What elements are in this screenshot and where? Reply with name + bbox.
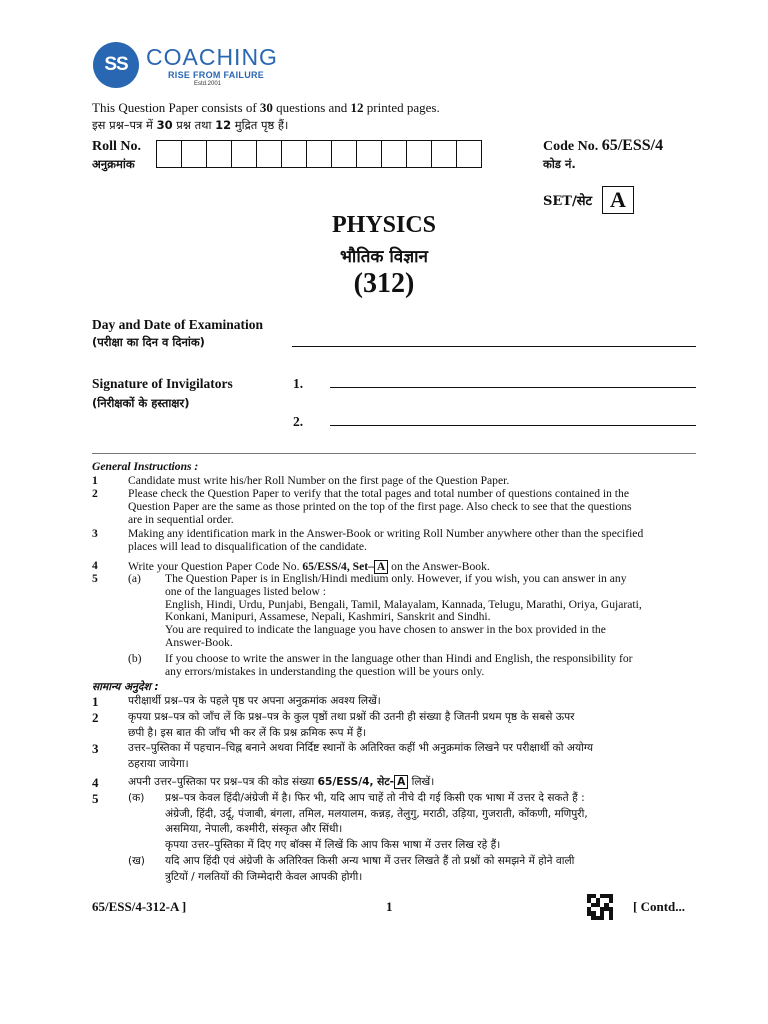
footer-code: 65/ESS/4-312-A ]: [92, 899, 187, 914]
roll-digit-box[interactable]: [206, 140, 232, 168]
sig-num-1: 1.: [293, 376, 304, 391]
instr-hi-line: छपी है। इस बात की जाँच भी कर लें कि प्रश्न क्रमिक रूप में हैं।: [128, 726, 367, 739]
roll-number-boxes[interactable]: [156, 140, 481, 168]
instr-code: 65/ESS/4, Set–: [302, 560, 374, 573]
instr-en-5a-line: You are required to indicate the language you have chosen to answer in the box provided in the: [165, 623, 606, 637]
roll-digit-box[interactable]: [406, 140, 432, 168]
logo-tagline: RISE FROM FAILURE: [168, 70, 265, 80]
instr-hi-item-4: [128, 775, 434, 789]
code-label: Code No.: [543, 139, 599, 154]
instr-en-5a-line: one of the languages listed below :: [165, 584, 326, 598]
code-value: 65/ESS/4: [601, 137, 664, 154]
instr-hi-line: परीक्षार्थी प्रश्न–पत्र के पहले पृष्ठ पर अपना अनुक्रमांक अवश्य लिखें।: [128, 695, 381, 707]
instr-hi-line: कृपया प्रश्न–पत्र को जाँच लें कि प्रश्न–पत्र के कुल पृष्ठों तथा प्रश्नों की उतनी ही संख्या है जितनी प्रथम पृष्ठ के सबसे ऊपर: [128, 711, 575, 723]
instr-en-5a-line: The Question Paper is in English/Hindi medium only. However, if you wish, you can answer in any: [165, 572, 627, 585]
instr-en-num: 1: [92, 474, 98, 487]
roll-digit-box[interactable]: [231, 140, 257, 168]
logo-name: COACHING: [146, 44, 278, 70]
instr-en-5a-label: (a): [128, 572, 141, 585]
code-label-hi: कोड नं.: [543, 157, 576, 171]
instr-en-line: Candidate must write his/her Roll Number on the first page of the Question Paper.: [128, 474, 510, 487]
set-box: A: [602, 186, 634, 214]
roll-digit-box[interactable]: [456, 140, 482, 168]
page-count-hi: 12: [215, 118, 232, 132]
general-instructions-heading: General Instructions :: [92, 460, 199, 473]
instr-hi-num: 5: [92, 791, 99, 806]
pages-line-en-text: This Question Paper consists of: [92, 100, 260, 115]
roll-digit-box[interactable]: [331, 140, 357, 168]
pages-line-en-text: questions and: [272, 100, 351, 115]
instr-set-box: A: [394, 775, 408, 789]
sig-label: Signature of Invigilators: [92, 376, 233, 391]
sig-line-2[interactable]: [330, 425, 696, 426]
instr-hi-5a-line: अंग्रेजी, हिंदी, उर्दू, पंजाबी, बंगला, तमिल, मलयालम, कन्नड़, तेलुगु, मराठी, उड़िया, गुजराती, कोंकणी, मणिपुरी,: [165, 807, 588, 820]
pages-line-hi-text: मुद्रित पृष्ठ हैं।: [231, 118, 289, 132]
roll-digit-box[interactable]: [156, 140, 182, 168]
instr-en-line: are in sequential order.: [128, 512, 234, 526]
instr-text: on the Answer-Book.: [388, 560, 490, 573]
pages-line-en-text: printed pages.: [363, 100, 440, 115]
logo-circle: SS: [93, 42, 139, 88]
instr-en-num: 3: [92, 527, 98, 540]
question-count-hi: 30: [156, 118, 173, 132]
divider: [92, 453, 696, 454]
sig-num-2: 2.: [293, 414, 304, 429]
instr-en-5a-line: English, Hindi, Urdu, Punjabi, Bengali, Tamil, Malayalam, Kannada, Telugu, Marathi, Oriya, Gujarati,: [165, 597, 642, 611]
instr-hi-num: 1: [92, 694, 99, 709]
instr-en-5b-line: any errors/mistakes in understanding the question will be yours only.: [165, 664, 485, 678]
instr-en-num: 5: [92, 572, 98, 585]
pages-line-hi-text: इस प्रश्न–पत्र में: [92, 118, 157, 132]
roll-digit-box[interactable]: [381, 140, 407, 168]
qr-cell: [609, 916, 613, 920]
instr-hi-5a-line: प्रश्न–पत्र केवल हिंदी/अंग्रेजी में है। फिर भी, यदि आप चाहें तो नीचे दी गई किसी एक भाषा में उत्तर दे सकते हैं :: [165, 792, 585, 804]
instr-hi-5b-label: (ख): [128, 855, 145, 867]
instr-hi-5b-line: त्रुटियों / गलतियों की जिम्मेदारी केवल आपकी होगी।: [165, 870, 363, 883]
instr-hi-line: उत्तर–पुस्तिका में पहचान–चिह्न बनाने अथवा निर्दिष्ट स्थानों के अतिरिक्त कहीं भी अनुक्रमांक लिखने पर परीक्षार्थी को अयोग्य: [128, 742, 593, 754]
day-date-line[interactable]: [292, 346, 696, 347]
set-label: SET/सेट: [543, 194, 593, 209]
subject-title: PHYSICS: [331, 212, 437, 238]
question-count: 30: [259, 100, 273, 115]
instr-en-5b-line: If you choose to write the answer in the language other than Hindi and English, the responsibility for: [165, 652, 633, 665]
day-date-label-hi: (परीक्षा का दिन व दिनांक): [92, 335, 205, 349]
instr-en-line: Please check the Question Paper to verify that the total pages and total number of questions contained in the: [128, 487, 629, 500]
subject-code: (312): [353, 268, 415, 299]
day-date-label: Day and Date of Examination: [92, 317, 264, 332]
roll-digit-box[interactable]: [306, 140, 332, 168]
instr-hi-5a-line: कृपया उत्तर–पुस्तिका में दिए गए बॉक्स में लिखें कि आप किस भाषा में उत्तर लिख रहे हैं।: [165, 838, 501, 851]
page-count: 12: [350, 100, 364, 115]
code-no: [543, 137, 663, 155]
instr-en-line: Question Paper are the same as those printed on the top of the first page. Also check to see that the questions: [128, 499, 632, 513]
sig-label-hi: (निरीक्षकों के हस्ताक्षर): [92, 396, 190, 410]
roll-digit-box[interactable]: [431, 140, 457, 168]
roll-label-hi: अनुक्रमांक: [92, 157, 135, 171]
instr-en-line: places will lead to disqualification of the candidate.: [128, 539, 367, 553]
roll-label: Roll No.: [92, 139, 141, 154]
instr-text: Write your Question Paper Code No.: [128, 560, 303, 573]
page-number: 1: [386, 899, 393, 914]
instr-hi-5a-label: (क): [128, 792, 145, 804]
sig-line-1[interactable]: [330, 387, 696, 388]
instr-hi-num: 3: [92, 741, 99, 756]
pages-line-hi: [92, 118, 288, 133]
instr-hi-num: 2: [92, 710, 99, 725]
pages-line-en: [92, 100, 440, 116]
instr-hi-5b-line: यदि आप हिंदी एवं अंग्रेजी के अतिरिक्त किसी अन्य भाषा में उत्तर लिखते हैं तो प्रश्नों को समझने में होने वाली: [165, 855, 575, 867]
instr-en-5a-line: Konkani, Manipuri, Assamese, Nepali, Kashmiri, Sanskrit and Sindhi.: [165, 610, 491, 624]
subject-title-hi: भौतिक विज्ञान: [339, 247, 428, 267]
instr-code: 65/ESS/4, सेट-: [317, 776, 395, 788]
roll-digit-box[interactable]: [356, 140, 382, 168]
instr-text: अपनी उत्तर–पुस्तिका पर प्रश्न–पत्र की कोड संख्या: [128, 776, 318, 788]
instr-en-5b-label: (b): [128, 652, 142, 665]
roll-digit-box[interactable]: [281, 140, 307, 168]
instr-hi-5a-line: असमिया, नेपाली, कश्मीरी, संस्कृत और सिंधी।: [165, 823, 343, 836]
instr-set-box: A: [374, 560, 388, 574]
pages-line-hi-text: प्रश्न तथा: [172, 118, 216, 132]
samanya-anudesh-heading: सामान्य अनुदेश :: [92, 681, 159, 693]
instr-en-line: Making any identification mark in the Answer-Book or writing Roll Number anywhere other than the specified: [128, 527, 644, 540]
instr-en-5a-line: Answer-Book.: [165, 636, 233, 649]
instr-en-num: 2: [92, 487, 98, 500]
instr-en-num: 4: [92, 559, 98, 572]
roll-digit-box[interactable]: [181, 140, 207, 168]
qr-code-icon: [587, 894, 613, 920]
contd-label: [ Contd...: [633, 899, 686, 914]
roll-digit-box[interactable]: [256, 140, 282, 168]
instr-hi-num: 4: [92, 775, 99, 790]
logo-estd: Estd.2001: [194, 81, 222, 87]
instr-hi-line: ठहराया जायेगा।: [128, 757, 189, 770]
instr-text: लिखें।: [408, 776, 435, 788]
